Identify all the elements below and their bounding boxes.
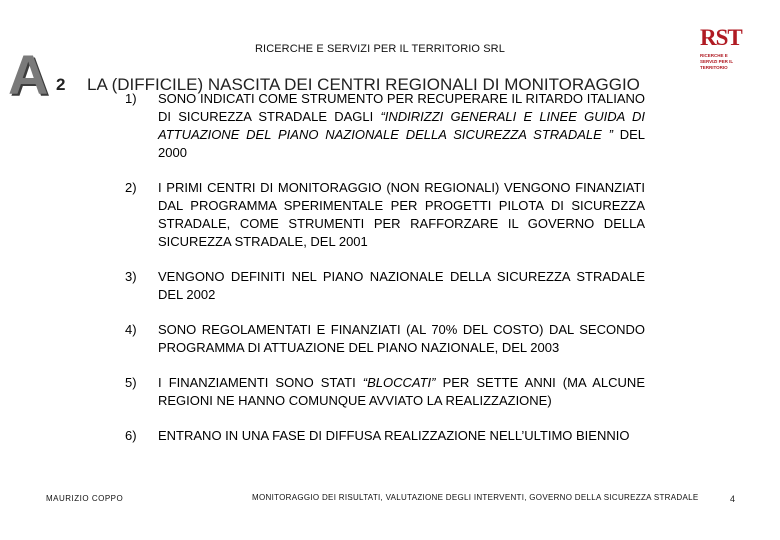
list-item [125,374,645,410]
list-item [125,90,645,162]
section-number: 2 [56,75,66,94]
item-text: VENGONO DEFINITI NEL PIANO NAZIONALE DELLA SICUREZZA STRADALE DEL 2002 [158,269,645,302]
item-text: ENTRANO IN UNA FASE DI DIFFUSA REALIZZAZIONE NELL’ULTIMO BIENNIO [158,428,630,443]
list-item [125,268,645,304]
item-number: 3) [125,269,137,284]
item-number: 2) [125,180,137,195]
item-number: 5) [125,375,137,390]
rst-logo [700,25,742,77]
section-badge [8,43,78,106]
page-number: 4 [730,494,736,504]
logo-mark: RST [700,25,742,50]
item-number: 1) [125,91,137,106]
item-number: 4) [125,322,137,337]
footer-author: MAURIZIO COPPO [46,494,124,503]
slide-title: LA (DIFFICILE) NASCITA DEI CENTRI REGIONALI DI MONITORAGGIO [87,75,640,94]
item-text: SONO INDICATI COME STRUMENTO PER RECUPERARE IL RITARDO ITALIANO DI SICUREZZA STRADALE DAGLI “INDIRIZZI GENERALI E LINEE GUIDA DI ATTUAZIONE DEL PIANO NAZIONALE DELLA SICUREZZA STRADALE ” DEL 2000 [158,91,646,160]
header-organization: RICERCHE E SERVIZI PER IL TERRITORIO SRL [255,43,505,55]
list-item [125,179,645,251]
item-text: I FINANZIAMENTI SONO STATI “BLOCCATI” PER SETTE ANNI (MA ALCUNE REGIONI NE HANNO COMUNQUE AVVIATO LA REALIZZAZIONE) [158,375,645,408]
item-text: SONO REGOLAMENTATI E FINANZIATI (AL 70% DEL COSTO) DAL SECONDO PROGRAMMA DI ATTUAZIONE DEL PIANO NAZIONALE, DEL 2003 [158,322,645,355]
section-letter: A [8,43,49,106]
footer-topic: MONITORAGGIO DEI RISULTATI, VALUTAZIONE DEGLI INTERVENTI, GOVERNO DELLA SICUREZZA STRADALE [252,493,699,502]
milestone-list [125,90,645,462]
item-text: I PRIMI CENTRI DI MONITORAGGIO (NON REGIONALI) VENGONO FINANZIATI DAL PROGRAMMA SPERIMENTALE PER PROGETTI PILOTA DI SICUREZZA STRADALE, COME STRUMENTI PER RAFFORZARE IL GOVERNO DELLA SICUREZZA STRADALE, DEL 2001 [158,180,645,249]
item-number: 6) [125,428,137,443]
list-item [125,321,645,357]
list-item [125,427,645,445]
logo-caption: RICERCHE E SERVIZI PER IL TERRITORIO [700,53,734,70]
